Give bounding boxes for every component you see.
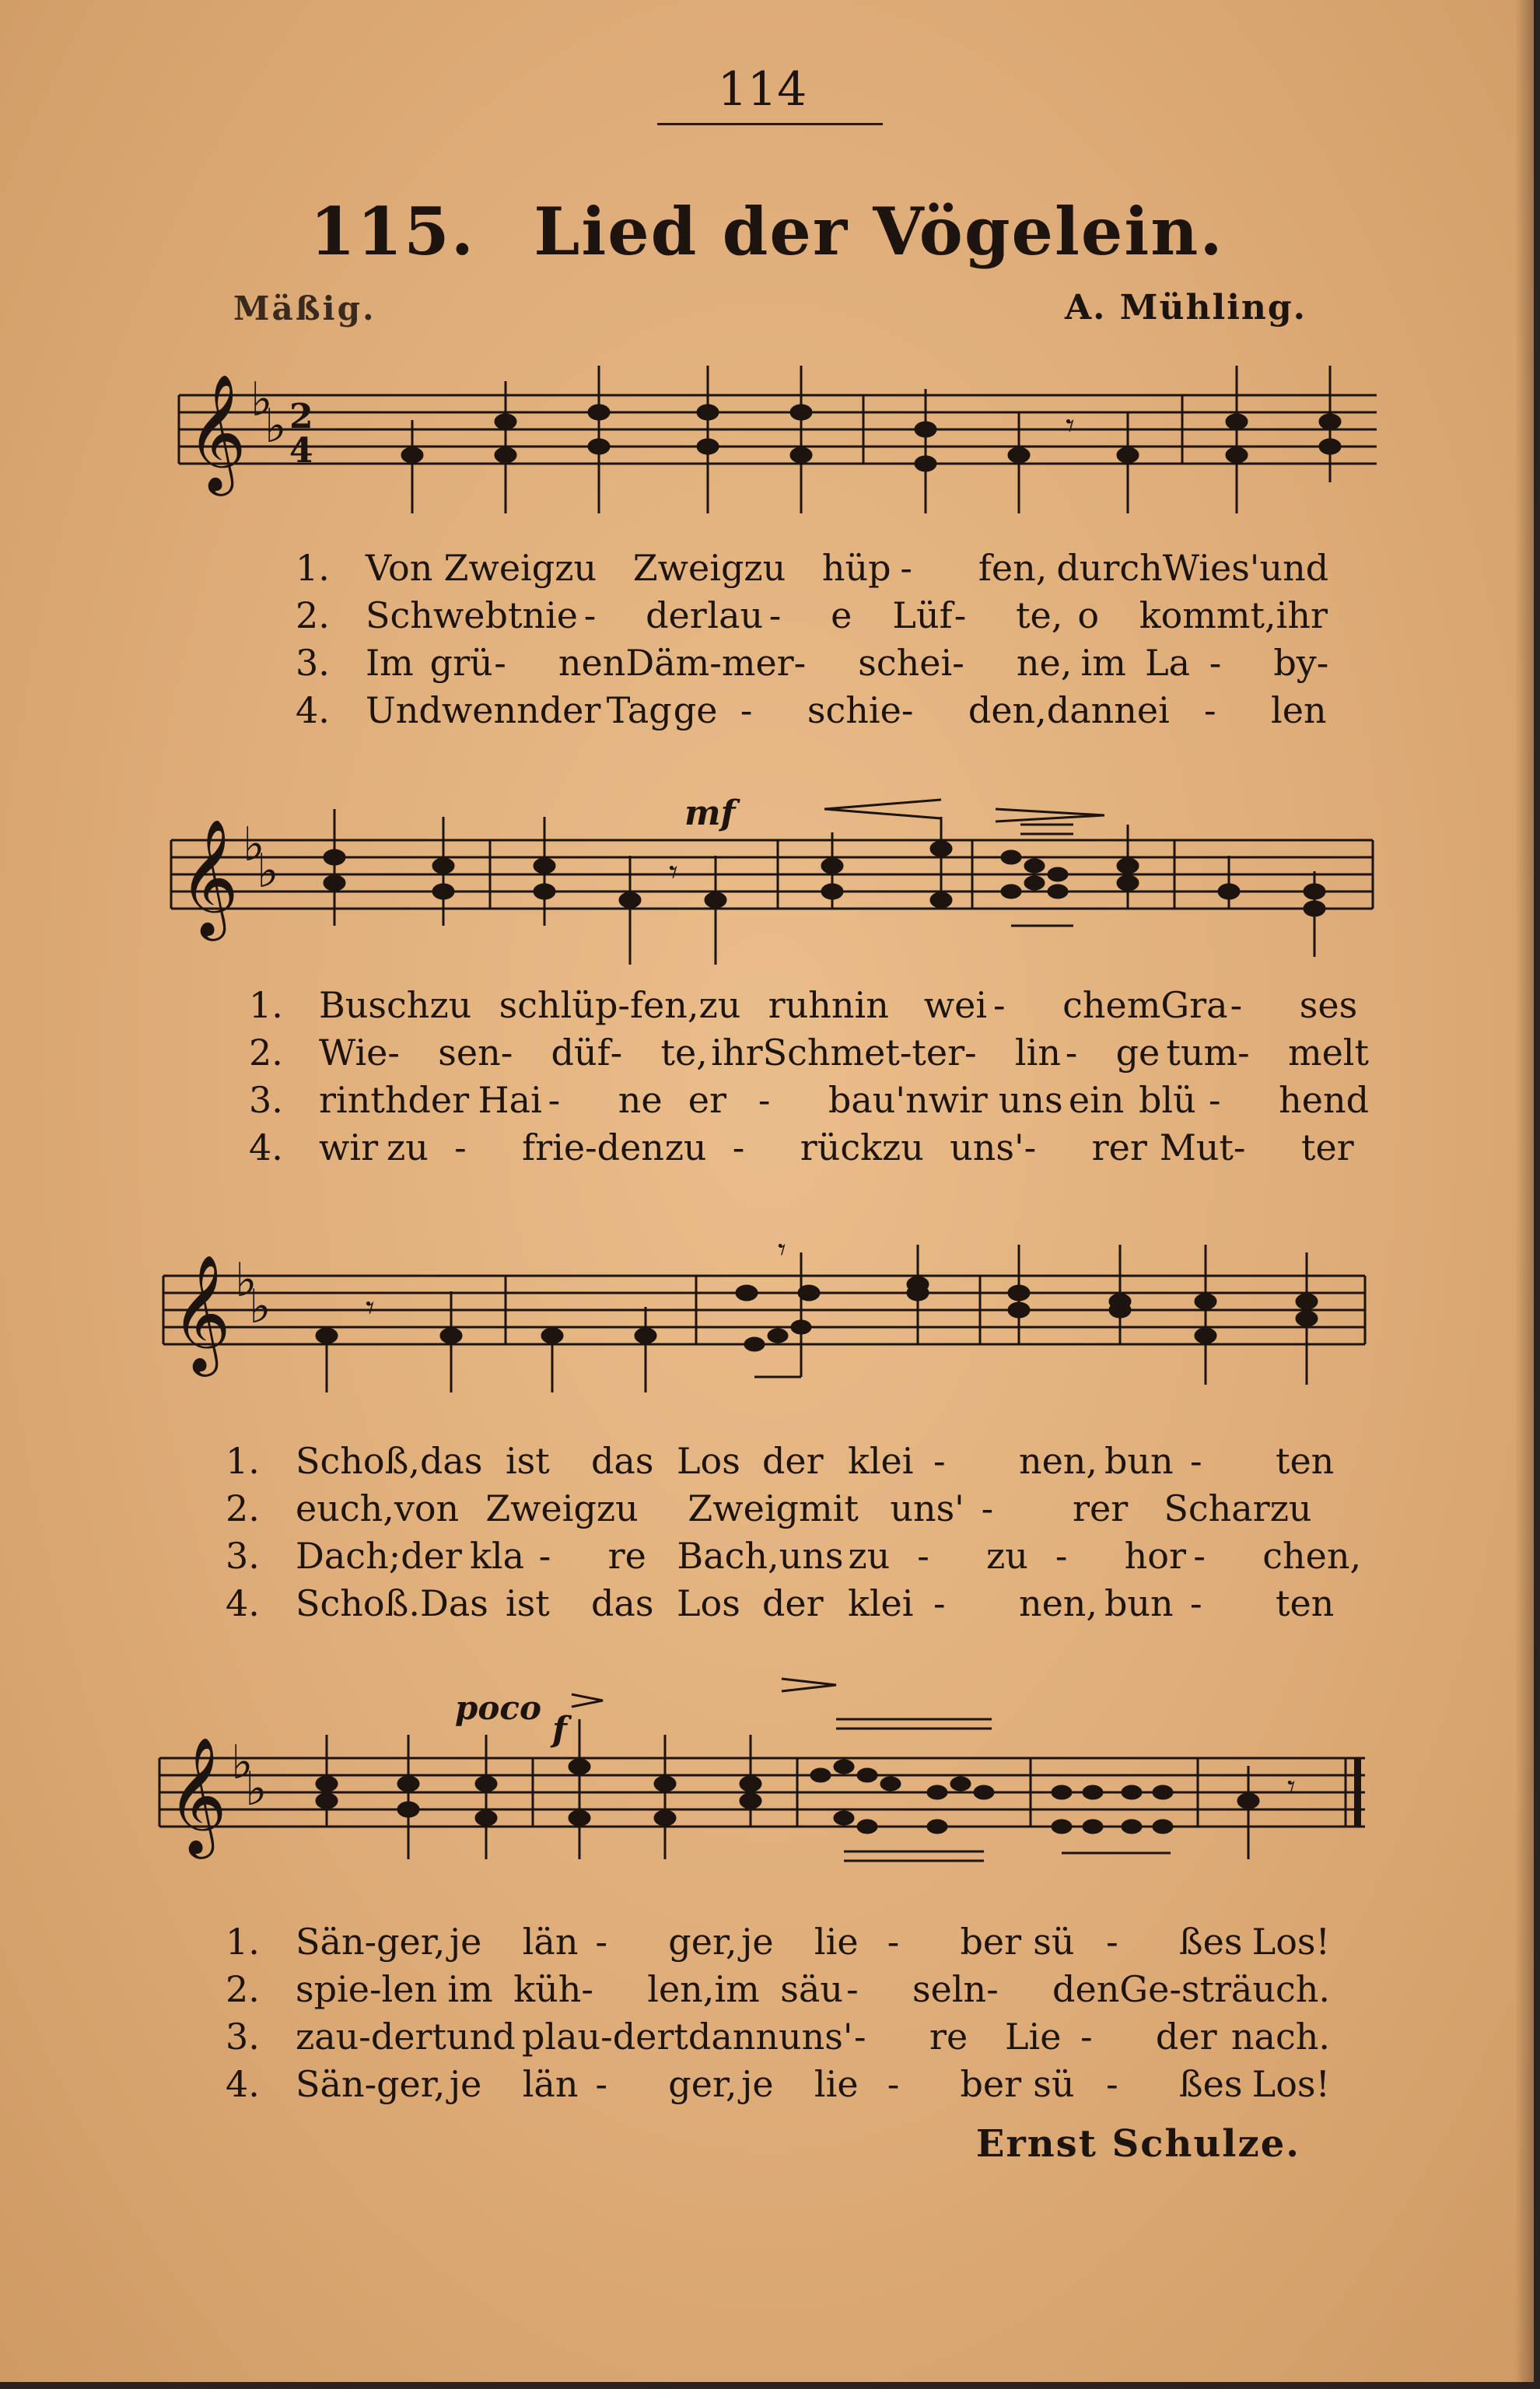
lyric-syllable: sü bbox=[1033, 2063, 1075, 2105]
verse-number: 3. bbox=[226, 1535, 260, 1577]
verse-line bbox=[226, 2013, 1330, 2061]
flat-sign: ♭ bbox=[250, 373, 273, 427]
svg-text:𝄾: 𝄾 bbox=[1066, 406, 1075, 446]
music-staff-2 bbox=[171, 793, 1384, 980]
lyric-syllable: den, bbox=[968, 689, 1047, 731]
lyric-syllable: ist bbox=[505, 1582, 550, 1624]
lyric-syllable: wei bbox=[923, 984, 988, 1026]
lyric-syllable: den bbox=[1052, 1968, 1120, 2010]
lyricist: Ernst Schulze. bbox=[975, 2122, 1300, 2166]
lyric-syllable: von bbox=[394, 1487, 460, 1529]
flat-sign: ♭ bbox=[243, 818, 265, 872]
lyric-syllable: Im bbox=[366, 642, 414, 684]
lyric-syllable: lau bbox=[707, 594, 764, 636]
lyric-syllable: - bbox=[387, 1032, 400, 1074]
verse-number: 1. bbox=[226, 1921, 260, 1963]
lyric-syllable: im bbox=[447, 1968, 493, 2010]
lyric-syllable: - bbox=[740, 689, 753, 731]
composer: A. Mühling. bbox=[1065, 288, 1307, 328]
lyric-syllable: ßes bbox=[1178, 2063, 1243, 2105]
lyric-syllable: Und bbox=[366, 689, 442, 731]
flat-sign: ♭ bbox=[249, 1280, 271, 1334]
lyric-syllable: - bbox=[595, 2063, 608, 2105]
treble-clef-icon: 𝄞 bbox=[167, 1736, 227, 1854]
lyric-syllable: Los! bbox=[1251, 2063, 1331, 2105]
lyric-syllable: sen bbox=[438, 1032, 501, 1074]
verse-line bbox=[296, 592, 1338, 639]
treble-clef-icon: 𝄞 bbox=[171, 1253, 231, 1371]
lyric-syllable: ne, bbox=[1016, 642, 1073, 684]
lyric-syllable: tum bbox=[1166, 1032, 1238, 1074]
verse-number: 1. bbox=[296, 547, 330, 589]
lyric-syllable: Sän- bbox=[296, 1921, 377, 1963]
lyric-syllable: zu bbox=[698, 984, 741, 1026]
lyric-syllable: ten bbox=[1275, 1440, 1335, 1482]
accent-mark bbox=[572, 1694, 603, 1707]
lyric-syllable: Los bbox=[676, 1582, 740, 1624]
lyric-syllable: - bbox=[454, 1126, 467, 1168]
verse-line bbox=[226, 1485, 1361, 1533]
music-staff-4 bbox=[159, 1673, 1381, 1875]
lyric-syllable: - bbox=[1203, 689, 1216, 731]
lyric-syllable: frie- bbox=[522, 1126, 597, 1168]
lyric-syllable: - bbox=[793, 642, 807, 684]
lyric-syllable: der bbox=[539, 689, 601, 731]
time-signature: 4 bbox=[289, 431, 313, 471]
lyric-syllable: - bbox=[933, 1440, 946, 1482]
lyric-syllable: Busch bbox=[319, 984, 430, 1026]
lyric-syllable: lie bbox=[814, 2063, 859, 2105]
lyric-syllable: - bbox=[581, 1968, 593, 2010]
lyric-syllable: ter bbox=[1300, 1126, 1354, 1168]
lyric-syllable: hüp bbox=[821, 547, 891, 589]
lyric-syllable: nie bbox=[522, 594, 578, 636]
lyric-syllable: te, bbox=[1016, 594, 1063, 636]
lyric-syllable: sü bbox=[1033, 1921, 1075, 1963]
lyric-syllable: - bbox=[933, 1582, 946, 1624]
lyric-syllable: im bbox=[1080, 642, 1126, 684]
lyric-syllable: - bbox=[538, 1535, 551, 1577]
lyric-syllable: wir bbox=[319, 1126, 379, 1168]
lyric-syllable: rinth bbox=[319, 1079, 408, 1121]
svg-text:𝄾: 𝄾 bbox=[366, 1288, 375, 1328]
lyric-syllable: ger, bbox=[668, 1921, 737, 1963]
lyric-syllable: - bbox=[1233, 1126, 1246, 1168]
lyric-syllable: ge bbox=[673, 689, 718, 731]
lyric-syllable: nach. bbox=[1230, 2016, 1330, 2058]
lyric-syllable: kla bbox=[470, 1535, 525, 1577]
treble-clef-icon: 𝄞 bbox=[179, 818, 239, 936]
decrescendo-hairpin bbox=[996, 809, 1104, 821]
lyric-syllable: rück bbox=[800, 1126, 883, 1168]
lyric-syllable: schei bbox=[858, 642, 953, 684]
lyric-syllable: Gra bbox=[1160, 984, 1228, 1026]
verse-line bbox=[226, 2061, 1330, 2108]
lyric-syllable: küh bbox=[513, 1968, 582, 2010]
verse-number: 3. bbox=[249, 1079, 283, 1121]
lyric-syllable: - bbox=[1189, 1582, 1202, 1624]
lyric-syllable: ihr bbox=[711, 1032, 763, 1074]
lyric-syllable: län bbox=[522, 2063, 579, 2105]
lyric-syllable: län bbox=[522, 1921, 579, 1963]
lyric-syllable: melt bbox=[1287, 1032, 1370, 1074]
song-number: 115. bbox=[310, 193, 475, 270]
lyric-syllable: re bbox=[929, 2016, 968, 2058]
music-staff-3 bbox=[163, 1229, 1377, 1431]
lyric-syllable: seln bbox=[912, 1968, 987, 2010]
song-title: Lied der Vögelein. bbox=[534, 193, 1224, 270]
verse-number: 3. bbox=[296, 642, 330, 684]
lyric-syllable: fen, bbox=[978, 547, 1048, 589]
lyric-syllable: - bbox=[1106, 1921, 1118, 1963]
svg-text:𝄾: 𝄾 bbox=[1287, 1769, 1296, 1805]
lyric-syllable: Zweig bbox=[632, 547, 744, 589]
lyric-syllable: ei bbox=[1136, 689, 1170, 731]
verse-line bbox=[249, 982, 1369, 1029]
lyric-syllable: blü bbox=[1138, 1079, 1196, 1121]
final-barline bbox=[1354, 1758, 1361, 1827]
music-staff-1 bbox=[179, 366, 1384, 537]
lyric-syllable: - bbox=[952, 642, 964, 684]
lyric-syllable: Hai bbox=[478, 1079, 542, 1121]
lyrics-system-4 bbox=[226, 1918, 1330, 2108]
lyric-syllable: Sän- bbox=[296, 2063, 377, 2105]
lyric-syllable: zu bbox=[848, 1535, 891, 1577]
lyric-syllable: chem bbox=[1062, 984, 1161, 1026]
lyric-syllable: euch, bbox=[296, 1487, 394, 1529]
lyric-syllable: düf bbox=[551, 1032, 611, 1074]
lyric-syllable: - bbox=[964, 1032, 977, 1074]
lyric-syllable: ein bbox=[1068, 1079, 1125, 1121]
staff-lines bbox=[179, 395, 1377, 464]
lyric-syllable: uns bbox=[998, 1079, 1063, 1121]
lyric-syllable: rer bbox=[1073, 1487, 1129, 1529]
lyric-syllable: bun bbox=[1104, 1440, 1174, 1482]
lyric-syllable: zu bbox=[744, 547, 786, 589]
lyric-syllable: grü bbox=[429, 642, 493, 684]
lyric-syllable: Schmet-ter bbox=[762, 1032, 965, 1074]
lyric-syllable: Los bbox=[676, 1440, 740, 1482]
lyric-syllable: - bbox=[595, 1921, 608, 1963]
lyric-syllable: hor bbox=[1124, 1535, 1186, 1577]
lyric-syllable: dann bbox=[1046, 689, 1137, 731]
verse-number: 2. bbox=[296, 594, 330, 636]
lyric-syllable: - bbox=[732, 1126, 745, 1168]
lyric-syllable: der bbox=[1155, 2016, 1217, 2058]
verse-number: 3. bbox=[226, 2016, 260, 2058]
lyric-syllable: je bbox=[449, 1921, 482, 1963]
lyric-syllable: Mut bbox=[1159, 1126, 1234, 1168]
lyric-syllable: - bbox=[1106, 2063, 1118, 2105]
lyric-syllable: bau'n bbox=[828, 1079, 929, 1121]
lyric-syllable: Schar bbox=[1164, 1487, 1270, 1529]
lyric-syllable: klei bbox=[847, 1440, 914, 1482]
lyric-syllable: bun bbox=[1104, 1582, 1174, 1624]
lyric-syllable: im bbox=[714, 1968, 760, 2010]
verse-number: 4. bbox=[226, 1582, 260, 1624]
lyric-syllable: - bbox=[1055, 1535, 1068, 1577]
lyric-syllable: ruhn bbox=[768, 984, 855, 1026]
lyric-syllable: und bbox=[1259, 547, 1329, 589]
lyric-syllable: Schoß. bbox=[296, 1582, 420, 1624]
lyric-syllable: plau-dert bbox=[521, 2016, 688, 2058]
lyric-syllable: ist bbox=[505, 1440, 550, 1482]
lyric-syllable: - bbox=[548, 1079, 561, 1121]
lyric-syllable: - bbox=[1189, 1440, 1202, 1482]
lyric-syllable: - bbox=[494, 642, 506, 684]
lyric-syllable: zau-dert bbox=[296, 2016, 446, 2058]
lyric-syllable: e bbox=[831, 594, 852, 636]
lyric-syllable: durch bbox=[1056, 547, 1163, 589]
song-heading bbox=[0, 193, 1534, 270]
lyric-syllable: Zweig bbox=[688, 1487, 799, 1529]
lyrics-system-3 bbox=[226, 1438, 1361, 1627]
lyric-syllable: uns' bbox=[950, 1126, 1024, 1168]
verse-number: 4. bbox=[226, 2063, 260, 2105]
dynamic-poco: poco bbox=[455, 1689, 541, 1727]
verse-line bbox=[296, 687, 1338, 734]
svg-text:𝄾: 𝄾 bbox=[669, 853, 678, 892]
lyric-syllable: - bbox=[610, 1032, 623, 1074]
lyrics-system-1 bbox=[296, 545, 1338, 734]
lyric-syllable: zu bbox=[387, 1126, 429, 1168]
lyric-syllable: hend bbox=[1279, 1079, 1370, 1121]
lyric-syllable: zu bbox=[596, 1487, 639, 1529]
lyric-syllable: zu bbox=[986, 1535, 1028, 1577]
lyric-syllable: - bbox=[1237, 1032, 1250, 1074]
lyric-syllable: dann bbox=[688, 2016, 779, 2058]
lyric-syllable: ger, bbox=[668, 2063, 737, 2105]
lyric-syllable: je bbox=[741, 1921, 774, 1963]
lyric-syllable: te, bbox=[660, 1032, 708, 1074]
lyric-syllable: Dach; bbox=[296, 1535, 401, 1577]
lyric-syllable: kommt, bbox=[1139, 594, 1276, 636]
verse-line bbox=[296, 545, 1338, 592]
lyric-syllable: ne bbox=[618, 1079, 663, 1121]
lyric-syllable: - bbox=[954, 594, 967, 636]
lyric-syllable: Lüf bbox=[892, 594, 953, 636]
lyric-syllable: wir bbox=[928, 1079, 988, 1121]
lyric-syllable: der bbox=[761, 1440, 824, 1482]
verse-number: 1. bbox=[226, 1440, 260, 1482]
lyric-syllable: - bbox=[981, 1487, 994, 1529]
lyric-syllable: je bbox=[741, 2063, 774, 2105]
lyric-syllable: schie bbox=[807, 689, 901, 731]
lyric-syllable: len, bbox=[647, 1968, 715, 2010]
lyric-syllable: - bbox=[768, 594, 782, 636]
lyric-syllable: ten bbox=[1275, 1582, 1335, 1624]
lyric-syllable: zu bbox=[555, 547, 597, 589]
lyric-syllable: nen, bbox=[1018, 1440, 1098, 1482]
dynamic-f: f bbox=[552, 1710, 567, 1750]
treble-clef-icon: 𝄞 bbox=[187, 373, 247, 491]
lyric-syllable: La bbox=[1145, 642, 1191, 684]
lyric-syllable: - bbox=[583, 594, 597, 636]
lyric-syllable: - bbox=[500, 1032, 513, 1074]
lyric-syllable: Bach, bbox=[677, 1535, 779, 1577]
flat-sign: ♭ bbox=[245, 1762, 268, 1816]
verse-number: 4. bbox=[249, 1126, 283, 1168]
lyric-syllable: der bbox=[408, 1079, 470, 1121]
lyric-syllable: len bbox=[1271, 689, 1327, 731]
lyric-syllable: mit bbox=[798, 1487, 859, 1529]
lyrics-system-2 bbox=[249, 982, 1369, 1172]
lyric-syllable: Schwebt bbox=[366, 594, 523, 636]
lyric-syllable: len bbox=[381, 1968, 438, 2010]
verse-number: 2. bbox=[249, 1032, 283, 1074]
lyric-syllable: je bbox=[449, 2063, 482, 2105]
verse-line bbox=[226, 1918, 1330, 1966]
lyric-syllable: - bbox=[1024, 1126, 1037, 1168]
lyric-syllable: schlüp-fen, bbox=[499, 984, 699, 1026]
verse-line bbox=[296, 639, 1338, 687]
lyric-syllable: - bbox=[1080, 2016, 1093, 2058]
lyric-syllable: mer bbox=[721, 642, 794, 684]
lyric-syllable: Von bbox=[366, 547, 433, 589]
lyric-syllable: spie- bbox=[296, 1968, 382, 2010]
lyric-syllable: o bbox=[1077, 594, 1100, 636]
lyric-syllable: - bbox=[992, 984, 1006, 1026]
lyric-syllable: lie bbox=[814, 1921, 859, 1963]
lyric-syllable: nen bbox=[558, 642, 626, 684]
lyric-syllable: - bbox=[758, 1079, 771, 1121]
lyric-syllable: wenn bbox=[441, 689, 540, 731]
lyric-syllable: Tag bbox=[606, 689, 672, 731]
lyric-syllable: Schoß, bbox=[296, 1440, 420, 1482]
flat-sign: ♭ bbox=[235, 1253, 257, 1308]
flat-sign: ♭ bbox=[257, 844, 279, 899]
lyric-syllable: zu bbox=[429, 984, 472, 1026]
verse-line bbox=[226, 1533, 1361, 1580]
lyric-syllable: Das bbox=[419, 1582, 488, 1624]
lyric-syllable: ge bbox=[1115, 1032, 1160, 1074]
lyric-syllable: - bbox=[900, 547, 912, 589]
time-signature: 2 bbox=[289, 397, 313, 436]
verse-number: 2. bbox=[226, 1487, 260, 1529]
lyric-syllable: zu bbox=[664, 1126, 707, 1168]
lyric-syllable: - bbox=[1065, 1032, 1078, 1074]
page-number: 114 bbox=[717, 62, 807, 117]
lyric-syllable: Los! bbox=[1251, 1921, 1331, 1963]
lyric-syllable: - bbox=[1209, 642, 1222, 684]
lyric-syllable: uns' bbox=[890, 1487, 964, 1529]
lyric-syllable: lin bbox=[1014, 1032, 1061, 1074]
verse-line bbox=[249, 1124, 1369, 1172]
lyric-syllable: ßes bbox=[1178, 1921, 1243, 1963]
lyric-syllable: re bbox=[607, 1535, 646, 1577]
lyric-syllable: - bbox=[853, 2016, 866, 2058]
page-number-rule bbox=[657, 123, 883, 125]
lyric-syllable: Lie bbox=[1004, 2016, 1062, 2058]
verse-line bbox=[249, 1077, 1369, 1124]
lyric-syllable: ger, bbox=[376, 2063, 446, 2105]
lyric-syllable: nen, bbox=[1018, 1582, 1098, 1624]
lyric-syllable: Ge-sträuch. bbox=[1119, 1968, 1330, 2010]
lyric-syllable: säu bbox=[780, 1968, 843, 2010]
lyric-syllable: rer bbox=[1091, 1126, 1147, 1168]
lyric-syllable: - bbox=[887, 2063, 900, 2105]
lyric-syllable: er bbox=[688, 1079, 726, 1121]
lyric-syllable: das bbox=[419, 1440, 483, 1482]
lyric-syllable: - bbox=[1193, 1535, 1206, 1577]
lyric-syllable: klei bbox=[847, 1582, 914, 1624]
verse-number: 4. bbox=[296, 689, 330, 731]
crescendo-hairpin bbox=[824, 800, 941, 818]
lyric-syllable: zu bbox=[1269, 1487, 1312, 1529]
lyric-syllable: - bbox=[986, 1968, 999, 2010]
lyric-syllable: das bbox=[590, 1582, 654, 1624]
lyric-syllable: - bbox=[846, 1968, 859, 2010]
lyric-syllable: Zweig bbox=[443, 547, 555, 589]
lyric-syllable: ses bbox=[1299, 984, 1358, 1026]
lyric-syllable: der bbox=[646, 594, 707, 636]
lyric-syllable: Wie bbox=[319, 1032, 388, 1074]
lyric-syllable: - bbox=[917, 1535, 929, 1577]
flat-sign: ♭ bbox=[264, 399, 287, 454]
lyric-syllable: chen, bbox=[1262, 1535, 1362, 1577]
lyric-syllable: - bbox=[887, 1921, 900, 1963]
lyric-syllable: zu bbox=[882, 1126, 924, 1168]
verse-line bbox=[226, 1580, 1361, 1627]
lyric-syllable: den bbox=[597, 1126, 664, 1168]
lyric-syllable: ger, bbox=[376, 1921, 446, 1963]
flat-sign: ♭ bbox=[231, 1736, 254, 1790]
lyric-syllable: - bbox=[1209, 1079, 1221, 1121]
lyric-syllable: Zweig bbox=[485, 1487, 597, 1529]
dynamic-mf: mf bbox=[684, 793, 736, 833]
lyric-syllable: - bbox=[1230, 984, 1243, 1026]
verse-line bbox=[249, 1029, 1369, 1077]
lyric-syllable: - bbox=[901, 689, 914, 731]
lyric-syllable: Wies' bbox=[1162, 547, 1260, 589]
verse-number: 1. bbox=[249, 984, 283, 1026]
lyric-syllable: uns bbox=[779, 1535, 844, 1577]
svg-text:𝄾: 𝄾 bbox=[778, 1232, 786, 1268]
lyric-syllable: das bbox=[590, 1440, 654, 1482]
lyric-syllable: uns' bbox=[779, 2016, 853, 2058]
verse-number: 2. bbox=[226, 1968, 260, 2010]
lyric-syllable: by- bbox=[1273, 642, 1329, 684]
lyric-syllable: ber bbox=[960, 2063, 1022, 2105]
accent-mark bbox=[782, 1679, 836, 1691]
lyric-syllable: und bbox=[446, 2016, 516, 2058]
lyric-syllable: Däm- bbox=[625, 642, 722, 684]
lyric-syllable: ihr bbox=[1276, 594, 1328, 636]
verse-line bbox=[226, 1966, 1330, 2013]
lyric-syllable: in bbox=[854, 984, 889, 1026]
lyric-syllable: der bbox=[401, 1535, 462, 1577]
notes bbox=[402, 366, 1340, 513]
tempo-marking: Mäßig. bbox=[233, 289, 376, 328]
verse-line bbox=[226, 1438, 1361, 1485]
lyric-syllable: der bbox=[761, 1582, 824, 1624]
lyric-syllable: ber bbox=[960, 1921, 1022, 1963]
